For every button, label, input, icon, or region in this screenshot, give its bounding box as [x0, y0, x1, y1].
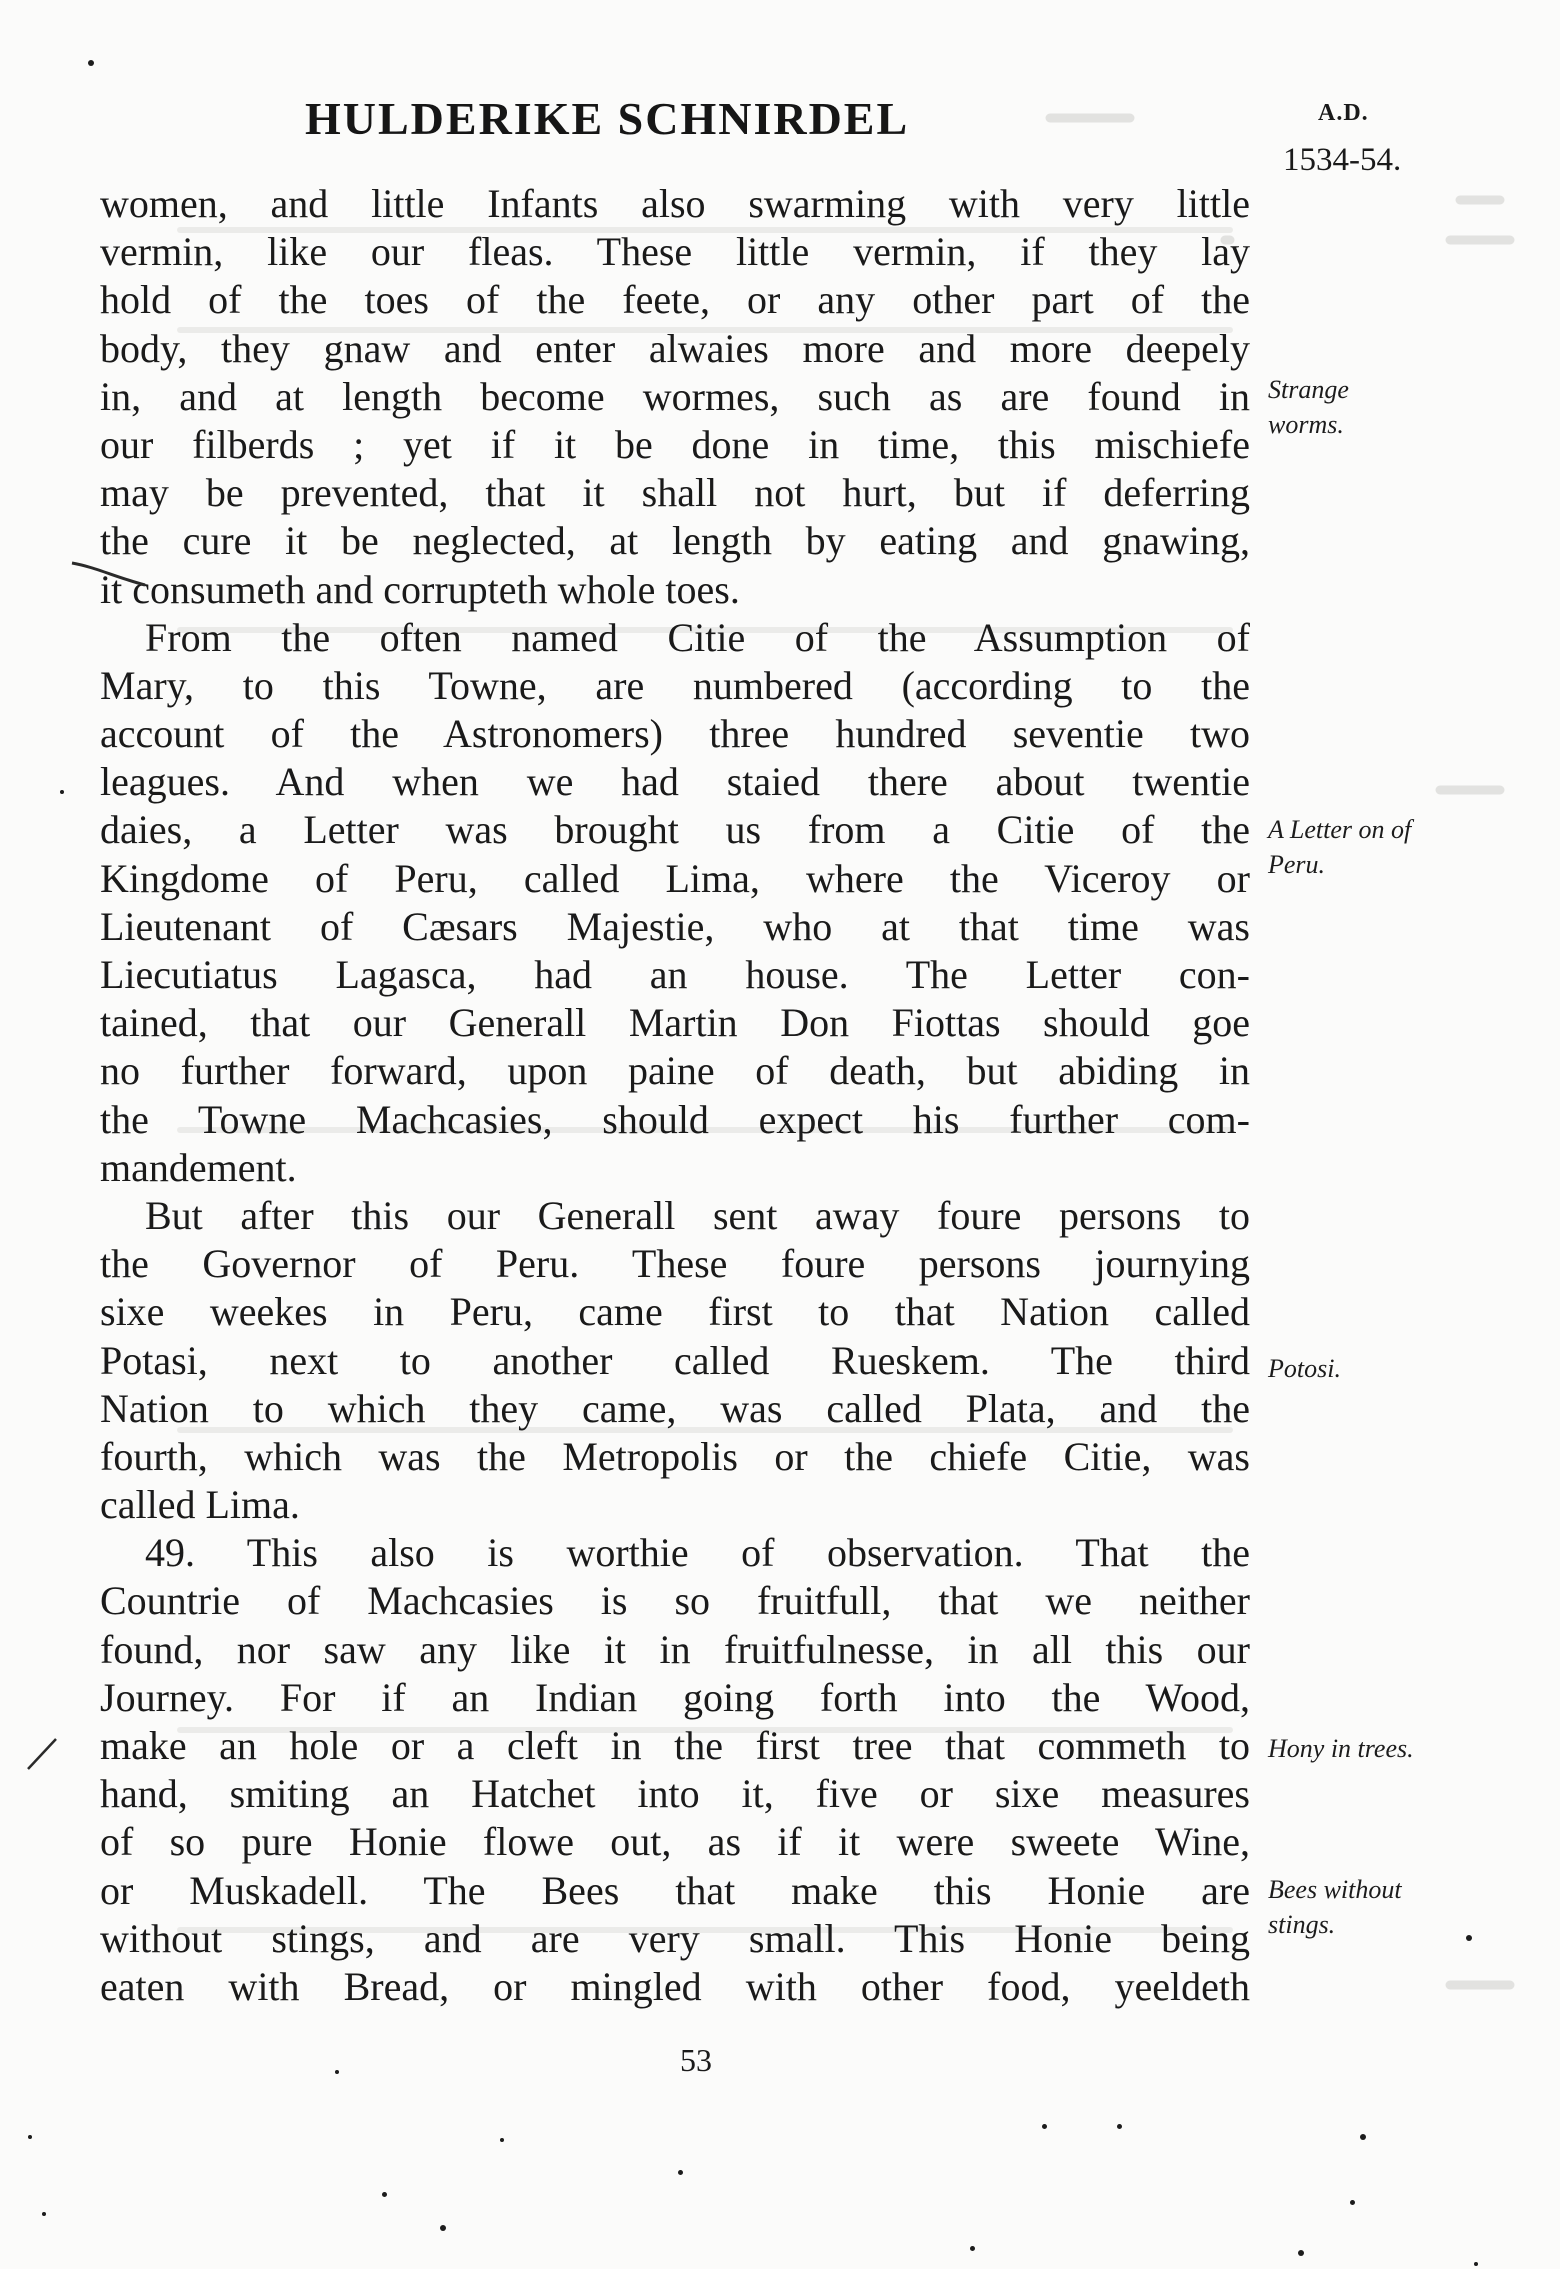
body-line-4: body, they gnaw and enter alwaies more and more deepely [100, 325, 1250, 371]
dust-speck [1298, 2250, 1304, 2256]
body-line-37: without stings, and are very small. This Honie being [100, 1915, 1250, 1961]
dust-speck [970, 2246, 975, 2251]
body-line-29: 49. This also is worthie of observation. That the [145, 1530, 1250, 1576]
body-line-19: no further forward, upon paine of death, but abiding in [100, 1048, 1250, 1094]
body-line-9: it consumeth and corrupteth whole toes. [100, 566, 740, 612]
body-line-16: Lieutenant of Cæsars Majestie, who at that time was [100, 903, 1250, 949]
dust-speck [28, 2135, 32, 2139]
dust-speck [678, 2170, 683, 2175]
body-line-2: vermin, like our fleas. These little vermin, if they lay [100, 229, 1250, 275]
dust-speck [382, 2192, 387, 2197]
marginal-note-line: Peru. [1268, 850, 1326, 879]
body-line-35: of so pure Honie flowe out, as if it were sweete Wine, [100, 1819, 1250, 1865]
body-line-26: Nation to which they came, was called Plata, and the [100, 1385, 1250, 1431]
body-line-23: the Governor of Peru. These foure persons journying [100, 1241, 1250, 1287]
body-line-14: daies, a Letter was brought us from a Citie of the [100, 807, 1250, 853]
dust-speck [1117, 2124, 1122, 2129]
body-line-6: our filberds ; yet if it be done in time, this mischiefe [100, 421, 1250, 467]
body-line-10: From the often named Citie of the Assumption of [145, 614, 1250, 660]
dust-speck [440, 2225, 446, 2231]
marginal-note-bees-without-stings [1268, 1872, 1402, 1942]
dust-speck [42, 2212, 46, 2216]
body-line-27: fourth, which was the Metropolis or the chiefe Citie, was [100, 1433, 1250, 1479]
dust-speck [1360, 2134, 1366, 2140]
body-line-1: women, and little Infants also swarming with very little [100, 181, 1250, 226]
body-line-38: eaten with Bread, or mingled with other food, yeeldeth [100, 1963, 1250, 2009]
pencil-mark [70, 555, 150, 595]
body-line-36: or Muskadell. The Bees that make this Honie are [100, 1867, 1250, 1913]
body-line-33: make an hole or a cleft in the first tree that commeth to [100, 1723, 1250, 1768]
page-number: 53 [680, 2042, 712, 2078]
body-line-3: hold of the toes of the feete, or any other part of the [100, 277, 1250, 323]
dust-speck [335, 2070, 339, 2074]
marginal-note-hony-in-trees [1268, 1731, 1414, 1766]
body-line-21: mandement. [100, 1144, 297, 1190]
dust-speck [60, 790, 64, 794]
marginal-note-letter-peru [1268, 812, 1411, 882]
marginal-note-line: worms. [1268, 410, 1344, 439]
dust-speck [1474, 2262, 1478, 2266]
marginal-note-line: Hony in trees. [1268, 1734, 1414, 1763]
marginal-note-potosi [1268, 1351, 1341, 1386]
marginal-note-line: A Letter on of [1268, 815, 1412, 844]
body-line-31: found, nor saw any like it in fruitfulnesse, in all this our [100, 1626, 1250, 1672]
body-line-5: in, and at length become wormes, such as are found in [100, 373, 1250, 419]
pencil-mark [22, 1735, 62, 1775]
body-line-18: tained, that our Generall Martin Don Fiottas should goe [100, 1000, 1250, 1046]
body-line-13: leagues. And when we had staied there about twentie [100, 759, 1250, 805]
body-line-28: called Lima. [100, 1482, 300, 1528]
body-line-25: Potasi, next to another called Rueskem. The third [100, 1337, 1250, 1383]
dust-speck [1042, 2124, 1047, 2129]
body-line-12: account of the Astronomers) three hundred seventie two [100, 711, 1250, 757]
dust-speck [88, 60, 94, 66]
marginal-note-strange-worms [1268, 372, 1349, 442]
marginal-note-line: Bees without [1268, 1875, 1402, 1904]
dust-speck [500, 2138, 504, 2142]
body-line-8: the cure it be neglected, at length by eating and gnawing, [100, 518, 1250, 564]
body-line-20: the Towne Machcasies, should expect his further com- [100, 1096, 1250, 1142]
body-text-block [100, 180, 1250, 2011]
body-line-17: Liecutiatus Lagasca, had an house. The Letter con- [100, 952, 1250, 997]
running-head-title: HULDERIKE SCHNIRDEL [305, 93, 910, 144]
running-head-years: 1534-54. [1283, 142, 1402, 178]
running-head-era: A.D. [1318, 100, 1369, 126]
marginal-note-line: stings. [1268, 1910, 1336, 1939]
body-line-32: Journey. For if an Indian going forth into the Wood, [100, 1674, 1250, 1720]
body-line-24: sixe weekes in Peru, came first to that Nation called [100, 1289, 1250, 1335]
marginal-note-line: Potosi. [1268, 1354, 1341, 1383]
body-line-34: hand, smiting an Hatchet into it, five or sixe measures [100, 1771, 1250, 1817]
body-line-11: Mary, to this Towne, are numbered (according to the [100, 662, 1250, 708]
body-line-15: Kingdome of Peru, called Lima, where the Viceroy or [100, 855, 1250, 901]
body-line-7: may be prevented, that it shall not hurt, but if deferring [100, 470, 1250, 516]
dust-speck [1466, 1935, 1472, 1941]
body-line-30: Countrie of Machcasies is so fruitfull, that we neither [100, 1578, 1250, 1624]
body-line-22: But after this our Generall sent away foure persons to [145, 1192, 1250, 1238]
dust-speck [1350, 2200, 1355, 2205]
marginal-note-line: Strange [1268, 375, 1349, 404]
